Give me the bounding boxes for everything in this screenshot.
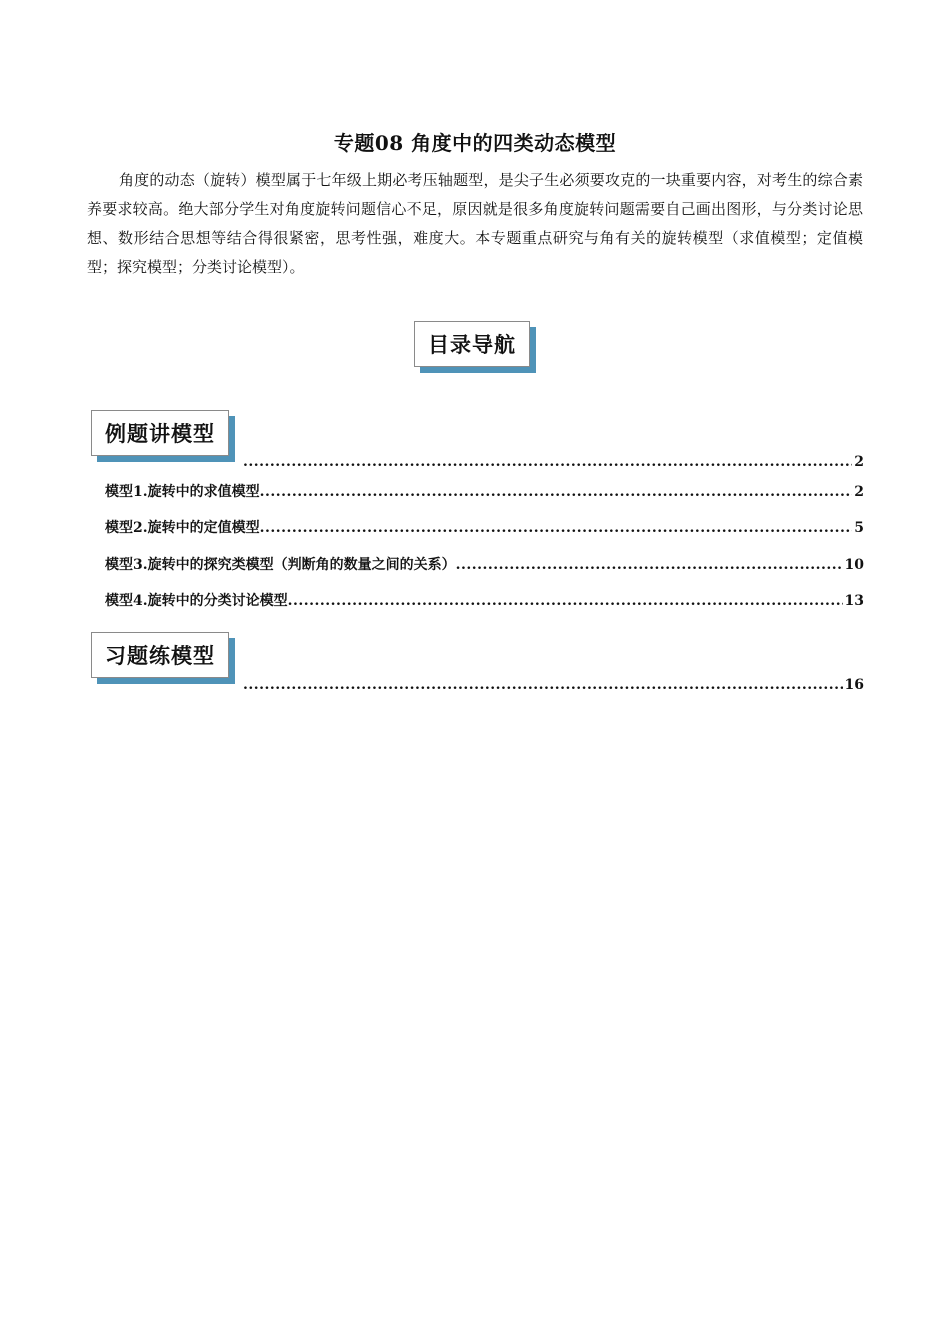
toc-page-number: 13 xyxy=(844,593,864,609)
toc-page-number: 5 xyxy=(854,520,864,536)
toc-page-number: 2 xyxy=(854,454,864,470)
toc-dot-leader xyxy=(243,677,843,693)
section-badge-exercises: 习题练模型 xyxy=(91,632,229,678)
toc-dot-leader xyxy=(243,454,852,470)
toc-entry-model-3[interactable] xyxy=(105,554,864,574)
toc-entry-exercises[interactable] xyxy=(243,677,864,693)
toc-entry-label: 模型2.旋转中的定值模型 xyxy=(105,520,260,536)
toc-navigation-badge: 目录导航 xyxy=(414,321,530,367)
toc-entry-label: 模型3.旋转中的探究类模型（判断角的数量之间的关系） xyxy=(105,557,456,573)
toc-dot-leader xyxy=(260,484,853,500)
toc-dot-leader xyxy=(288,593,843,609)
toc-entry-examples[interactable] xyxy=(243,454,864,470)
section-badge-examples: 例题讲模型 xyxy=(91,410,229,456)
document-title: 专题08 角度中的四类动态模型 xyxy=(333,131,617,155)
toc-entry-model-2[interactable] xyxy=(105,517,864,537)
toc-entry-label: 模型1.旋转中的求值模型 xyxy=(105,484,260,500)
toc-page-number: 16 xyxy=(844,677,864,693)
toc-entry-model-1[interactable] xyxy=(105,481,864,501)
toc-page-number: 2 xyxy=(854,484,864,500)
toc-dot-leader xyxy=(260,520,853,536)
toc-page-number: 10 xyxy=(844,557,864,573)
intro-paragraph: 角度的动态（旋转）模型属于七年级上期必考压轴题型，是尖子生必须要攻克的一块重要内容，对考生的综合素养要求较高。绝大部分学生对角度旋转问题信心不足，原因就是很多角度旋转问题需要自己画出图形，与分类讨论思想、数形结合思想等结合得很紧密，思考性强，难度大。本专题重点研究与角有关的旋转模型（求值模型；定值模型；探究模型；分类讨论模型）。 xyxy=(87,171,863,276)
toc-dot-leader xyxy=(456,557,843,573)
toc-entry-label: 模型4.旋转中的分类讨论模型 xyxy=(105,593,288,609)
toc-entry-model-4[interactable] xyxy=(105,590,864,610)
